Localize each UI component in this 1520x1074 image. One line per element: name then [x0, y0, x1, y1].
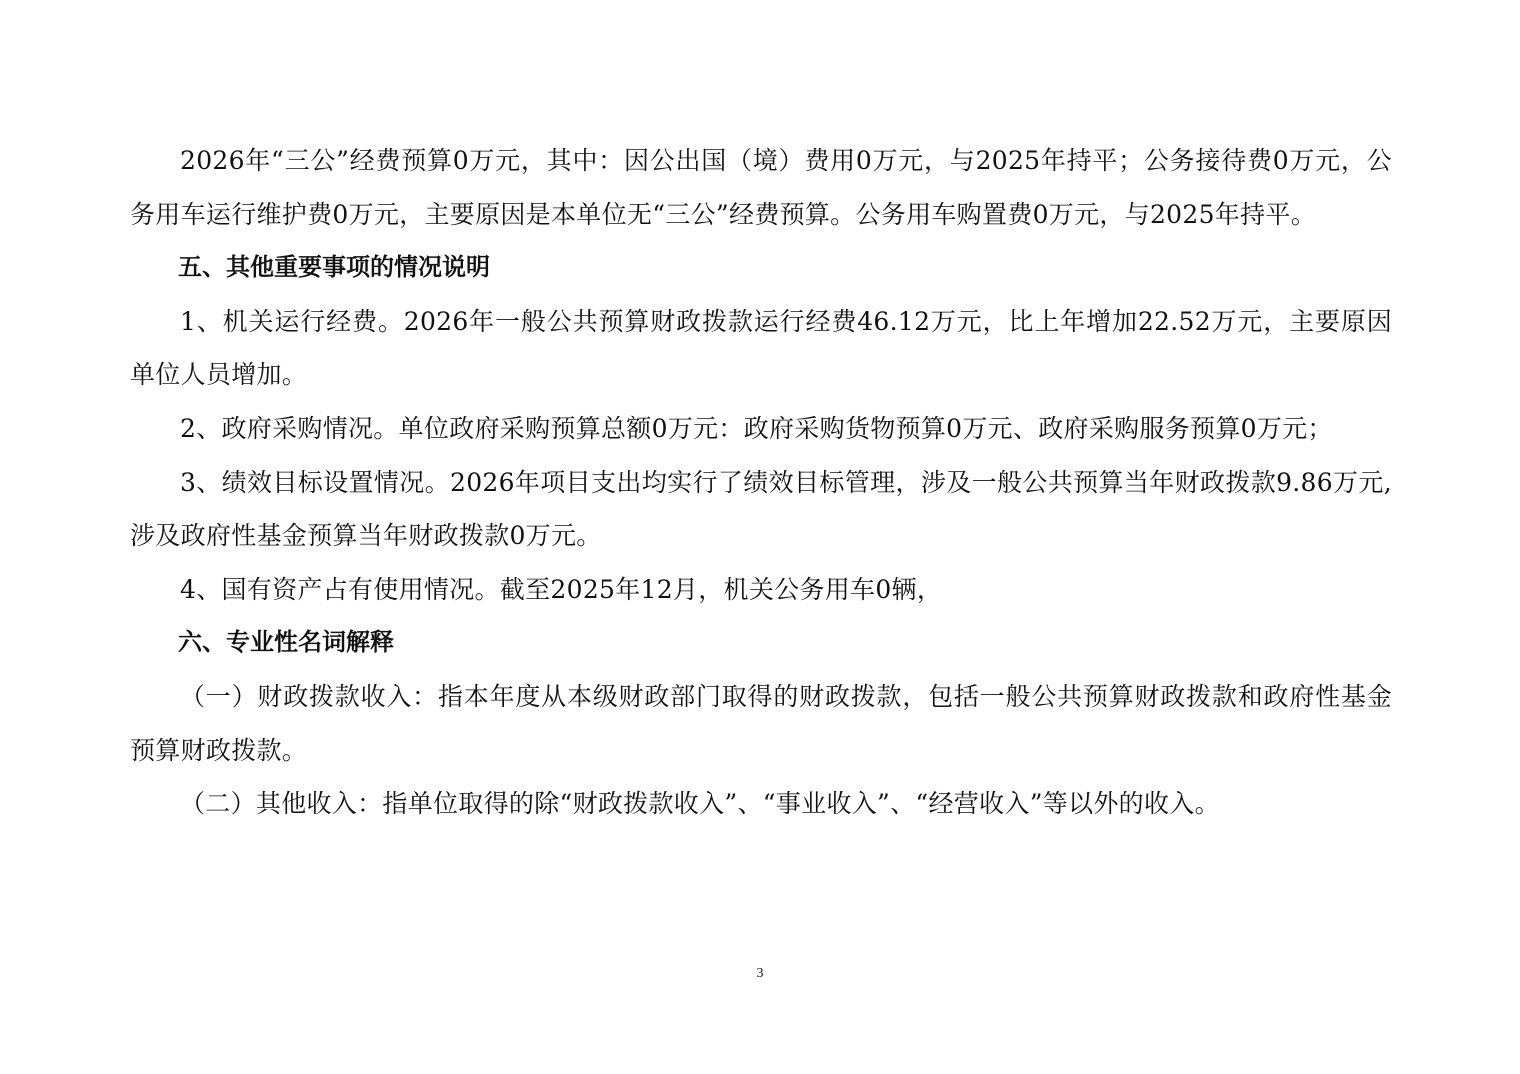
paragraph-state-assets: 4、国有资产占有使用情况。截至2025年12月，机关公务用车0辆， [180, 574, 943, 604]
paragraph-three-public-expenses: 2026年“三公”经费预算0万元，其中：因公出国（境）费用0万元，与2025年持平；公务接待费0万元，公务用车运行维护费0万元，主要原因是本单位无“三公”经费预算。公务用车购置费0万元，与2025年持平。 [130, 146, 1392, 229]
document-body [130, 134, 1392, 831]
section-heading-terminology: 六、专业性名词解释 [178, 628, 394, 657]
section-heading-other-matters: 五、其他重要事项的情况说明 [178, 253, 490, 282]
page-number: 3 [756, 966, 764, 981]
paragraph-other-income: （二）其他收入：指单位取得的除“财政拨款收入”、“事业收入”、“经营收入”等以外的收入。 [180, 789, 1220, 819]
paragraph-fiscal-appropriation-income: （一）财政拨款收入：指本年度从本级财政部门取得的财政拨款，包括一般公共预算财政拨款和政府性基金预算财政拨款。 [130, 681, 1392, 765]
paragraph-government-procurement: 2、政府采购情况。单位政府采购预算总额0万元：政府采购货物预算0万元、政府采购服务预算0万元； [180, 413, 1333, 443]
paragraph-performance-targets: 3、绩效目标设置情况。2026年项目支出均实行了绩效目标管理，涉及一般公共预算当年财政拨款9.86万元,涉及政府性基金预算当年财政拨款0万元。 [130, 467, 1392, 551]
paragraph-operating-expenses: 1、机关运行经费。2026年一般公共预算财政拨款运行经费46.12万元，比上年增加22.52万元，主要原因单位人员增加。 [130, 306, 1392, 390]
